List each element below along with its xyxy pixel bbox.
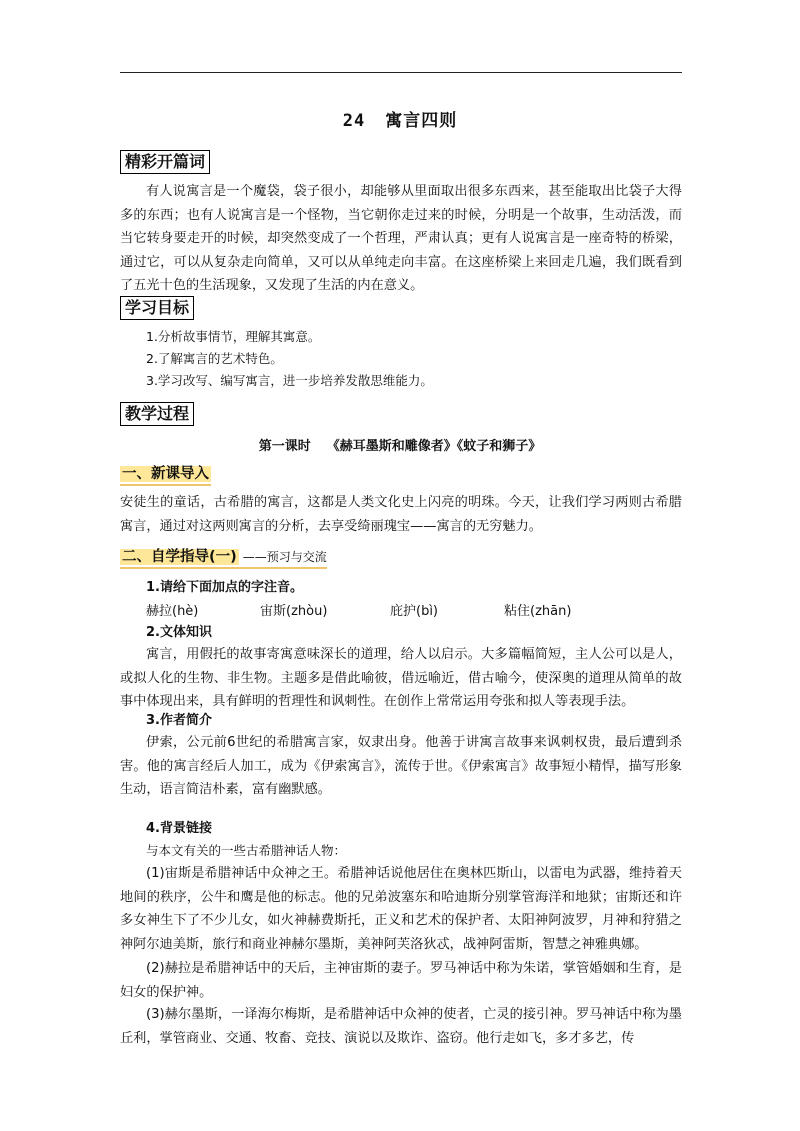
lesson-label: 第一课时	[258, 439, 311, 454]
goal-item: 3.学习改写、编写寓言，进一步培养发散思维能力。	[146, 373, 433, 388]
q1-title: 1.请给下面加点的字注音。	[146, 580, 303, 595]
goals-heading: 学习目标	[120, 296, 194, 320]
part1-heading	[120, 464, 211, 486]
pinyin-item: 粘住(zhān)	[504, 604, 572, 619]
process-heading: 教学过程	[120, 402, 194, 426]
part2-heading	[120, 547, 327, 569]
q4-title: 4.背景链接	[146, 821, 212, 836]
pinyin-item: 宙斯(zhòu)	[260, 604, 328, 619]
part2-subheading: ——预习与交流	[242, 550, 327, 564]
q3-text: 伊索，公元前6世纪的希腊寓言家，奴隶出身。他善于讲寓言故事来讽刺权贵，最后遭到杀害。他的寓言经后人加工，成为《伊索寓言》，流传于世。《伊索寓言》故事短小精悍，描写形象生动，语言简洁朴素，富有幽默感。	[120, 735, 682, 797]
part1-text: 安徒生的童话，古希腊的寓言，这都是人类文化史上闪亮的明珠。今天，让我们学习两则古希腊寓言，通过对这两则寓言的分析，去享受绮丽瑰宝——寓言的无穷魅力。	[120, 495, 682, 534]
pinyin-list	[146, 602, 666, 622]
pinyin-item: 庇护(bì)	[390, 604, 439, 619]
goal-item: 1.分析故事情节，理解其寓意。	[146, 329, 321, 344]
q4-para-2: (2)赫拉是希腊神话中的天后，主神宙斯的妻子。罗马神话中称为朱诺，掌管婚姻和生育，是妇女的保护神。	[120, 961, 682, 1000]
page-title	[0, 106, 800, 131]
header-rule	[120, 72, 682, 73]
q3-title: 3.作者简介	[146, 713, 212, 728]
lesson-title: 寓言四则	[385, 111, 458, 131]
goal-item: 2.了解寓言的艺术特色。	[146, 351, 283, 366]
part1-heading-text: 一、新课导入	[122, 466, 209, 482]
intro-text: 有人说寓言是一个魔袋，袋子很小，却能够从里面取出很多东西来，甚至能取出比袋子大得多的东西；也有人说寓言是一个怪物，当它朝你走过来的时候，分明是一个故事，生动活泼，而当它转身要走开的时候，却突然变成了一个哲理，严肃认真；更有人说寓言是一座奇特的桥梁，通过它，可以从复杂走向简单，又可以从单纯走向丰富。在这座桥梁上来回走几遍，我们既看到了五光十色的生活现象，又发现了生活的内在意义。	[120, 184, 682, 293]
pinyin-item: 赫拉(hè)	[146, 604, 199, 619]
q4-lead: 与本文有关的一些古希腊神话人物：	[146, 843, 347, 858]
goals-list	[146, 326, 433, 392]
q4-para-1: (1)宙斯是希腊神话中众神之王。希腊神话说他居住在奥林匹斯山，以雷电为武器，维持着天地间的秩序，公牛和鹰是他的标志。他的兄弟波塞东和哈迪斯分别掌管海洋和地狱；宙斯还和许多女神生下了不少儿女，如火神赫费斯托，正义和艺术的保护者、太阳神阿波罗，月神和狩猎之神阿尔迪美斯，旅行和商业神赫尔墨斯，美神阿芙洛狄忒，战神阿雷斯，智慧之神雅典娜。	[120, 866, 682, 952]
lesson-number: 24	[342, 111, 366, 131]
q2-title: 2.文体知识	[146, 625, 212, 640]
intro-heading: 精彩开篇词	[120, 150, 210, 174]
q2-text: 寓言，用假托的故事寄寓意味深长的道理，给人以启示。大多篇幅简短，主人公可以是人，或拟人化的生物、非生物。主题多是借此喻彼，借远喻近，借古喻今，使深奥的道理从简单的故事中体现出来，具有鲜明的哲理性和讽刺性。在创作上常常运用夸张和拟人等表现手法。	[120, 647, 682, 709]
lesson-subtitle	[0, 435, 800, 454]
lesson-books: 《赫耳墨斯和雕像者》《蚊子和狮子》	[326, 439, 542, 454]
q4-para-3: (3)赫尔墨斯，一译海尔梅斯，是希腊神话中众神的使者，亡灵的接引神。罗马神话中称为墨丘利，掌管商业、交通、牧畜、竞技、演说以及欺诈、盗窃。他行走如飞，多才多艺，传	[120, 1007, 682, 1046]
part2-heading-text: 二、自学指导(一)	[122, 549, 237, 565]
